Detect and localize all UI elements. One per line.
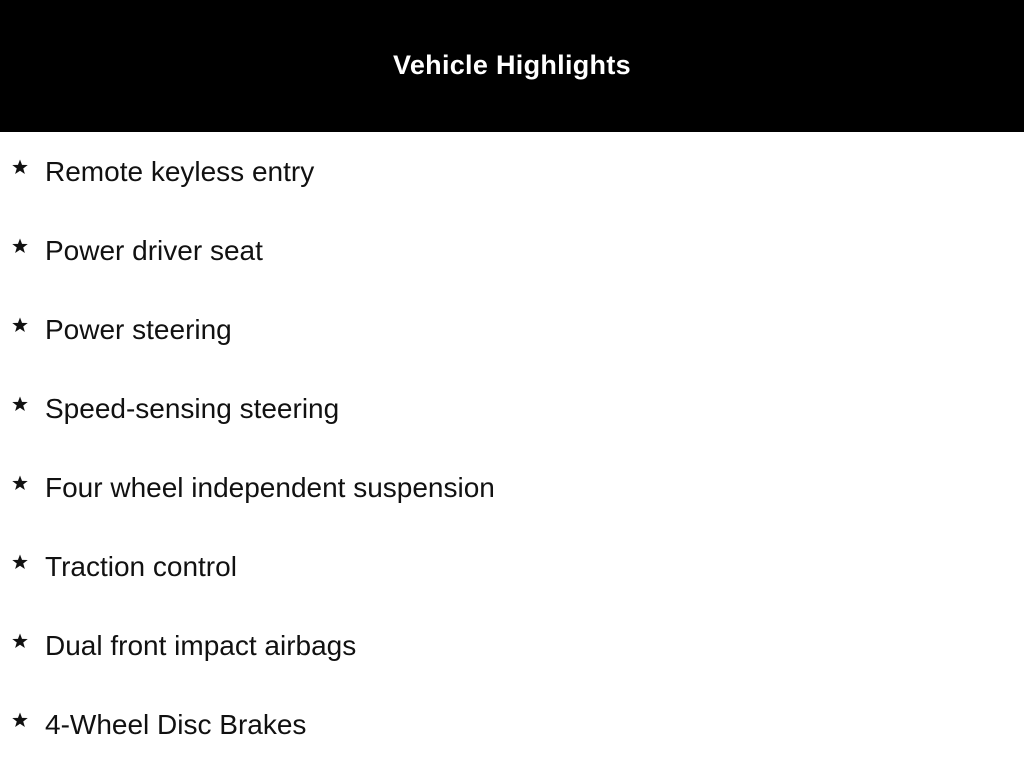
highlight-label: Remote keyless entry: [45, 156, 315, 187]
highlight-label: 4-Wheel Disc Brakes: [45, 709, 307, 740]
page-title: Vehicle Highlights: [393, 49, 631, 80]
star-icon: [11, 632, 29, 650]
list-item: [0, 448, 1024, 527]
highlight-label: Four wheel independent suspension: [45, 472, 495, 503]
header-bar: [0, 0, 1024, 132]
list-item: [0, 211, 1024, 290]
star-icon: [11, 237, 29, 255]
star-icon: [11, 316, 29, 334]
highlight-label: Power driver seat: [45, 235, 263, 266]
list-item: [0, 132, 1024, 211]
star-icon: [11, 395, 29, 413]
star-icon: [11, 711, 29, 729]
list-item: [0, 527, 1024, 606]
list-item: [0, 685, 1024, 764]
highlights-list: [0, 132, 1024, 764]
list-item: [0, 290, 1024, 369]
list-item: [0, 369, 1024, 448]
star-icon: [11, 474, 29, 492]
star-icon: [11, 158, 29, 176]
highlight-label: Dual front impact airbags: [45, 630, 357, 661]
highlight-label: Traction control: [45, 551, 237, 582]
highlight-label: Power steering: [45, 314, 232, 345]
list-item: [0, 606, 1024, 685]
highlight-label: Speed-sensing steering: [45, 393, 340, 424]
star-icon: [11, 553, 29, 571]
